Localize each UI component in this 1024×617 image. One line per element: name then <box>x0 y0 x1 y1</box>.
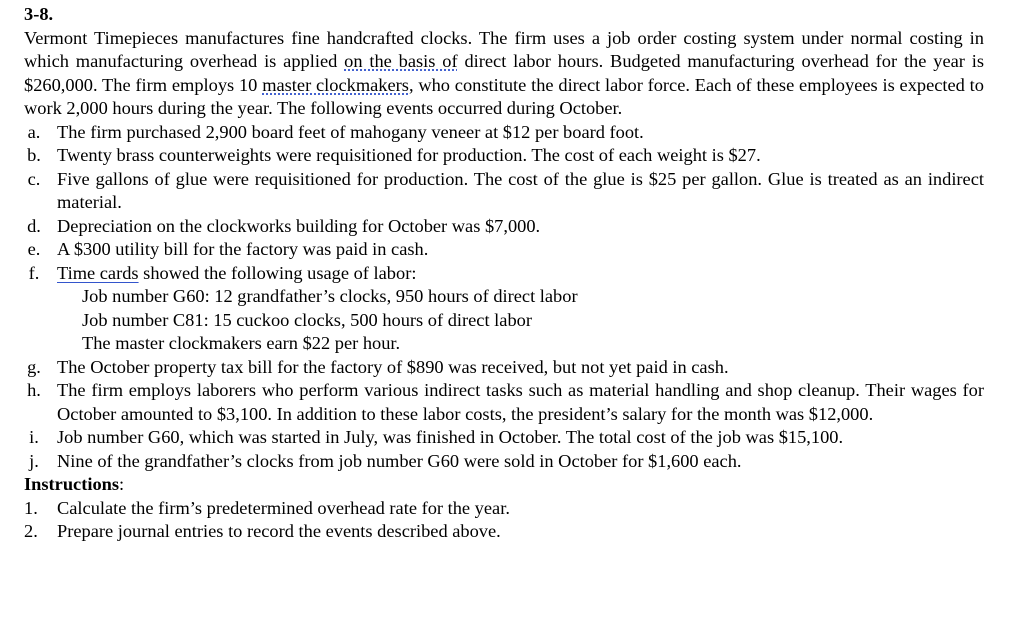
labor-line-c81: Job number C81: 15 cuckoo clocks, 500 hours of direct labor <box>82 309 532 330</box>
event-text: Five gallons of glue were requisitioned for production. The cost of the glue is $25 per gallon. Glue is treated as an indirect material. <box>57 168 984 212</box>
event-marker: c. <box>27 168 41 189</box>
event-text: Nine of the grandfather’s clocks from job number G60 were sold in October for $1,600 each. <box>57 450 742 471</box>
event-text: The firm purchased 2,900 board feet of mahogany veneer at $12 per board foot. <box>57 121 644 142</box>
event-item-e <box>24 238 984 262</box>
event-marker: g. <box>27 356 41 377</box>
labor-line-rate: The master clockmakers earn $22 per hour. <box>82 333 401 353</box>
event-marker: b. <box>27 145 41 165</box>
event-marker: a. <box>27 121 41 142</box>
instructions-heading-colon: : <box>119 474 125 494</box>
labor-usage-block <box>24 285 984 356</box>
instruction-text: Prepare journal entries to record the events described above. <box>57 521 501 541</box>
event-marker: h. <box>27 380 41 400</box>
event-item-c <box>24 168 984 215</box>
labor-line-g60: Job number G60: 12 grandfather’s clocks, 950 hours of direct labor <box>82 286 578 306</box>
event-marker: f. <box>28 262 40 283</box>
instruction-marker: 1. <box>24 497 38 518</box>
event-item-d <box>24 215 984 239</box>
event-marker: d. <box>27 215 41 236</box>
event-marker: e. <box>27 239 41 259</box>
problem-intro <box>24 27 984 121</box>
event-item-f <box>24 262 984 286</box>
intro-part-3: direct labor hours. Budgeted manufacturing overhead for the year is $260,000. The firm employs 10 <box>24 51 984 95</box>
event-text: The October property tax bill for the factory of $890 was received, but not yet paid in cash. <box>57 356 729 377</box>
event-item-g <box>24 356 984 380</box>
event-marker: i. <box>29 427 39 447</box>
intro-phrase-on-the-basis-of: on the basis of <box>344 51 458 71</box>
event-list <box>24 121 984 286</box>
instruction-item-1 <box>24 497 984 521</box>
event-text: Job number G60, which was started in July, was finished in October. The total cost of the job was $15,100. <box>57 427 844 447</box>
event-item-h <box>24 379 984 426</box>
event-item-b <box>24 144 984 168</box>
instruction-item-2 <box>24 520 984 544</box>
instruction-text: Calculate the firm’s predetermined overhead rate for the year. <box>57 497 510 518</box>
event-item-j <box>24 450 984 474</box>
event-list-continued <box>24 356 984 474</box>
instructions-list <box>24 497 984 544</box>
event-marker: j. <box>29 450 39 471</box>
event-text: Twenty brass counterweights were requisitioned for production. The cost of each weight is $27. <box>57 145 761 165</box>
problem-number: 3-8. <box>24 4 54 24</box>
event-item-a <box>24 121 984 145</box>
instruction-marker: 2. <box>24 521 38 541</box>
instructions-heading <box>24 473 984 497</box>
event-text: Depreciation on the clockworks building for October was $7,000. <box>57 215 541 236</box>
time-cards-term: Time cards <box>57 262 139 283</box>
event-item-i <box>24 426 984 450</box>
intro-phrase-master-clockmakers: master clockmakers <box>262 74 409 95</box>
intro-part-1: Vermont Timepieces manufactures fine handcrafted clocks. The firm uses a job order costing system under normal costing in which manufacturing overhead is applied <box>24 27 984 71</box>
instructions-heading-text: Instructions <box>24 474 120 494</box>
event-text: A $300 utility bill for the factory was paid in cash. <box>57 239 429 259</box>
event-text: The firm employs laborers who perform various indirect tasks such as material handling and shop cleanup. Their wages for October amounted to $3,100. In addition to these labor costs, the president’s salary for the month was $12,000. <box>57 380 984 424</box>
event-text: showed the following usage of labor: <box>138 262 417 283</box>
intro-part-5: , who constitute the direct labor force. Each of these employees is expected to work 2,000 hours during the year. The following events occurred during October. <box>24 74 984 118</box>
